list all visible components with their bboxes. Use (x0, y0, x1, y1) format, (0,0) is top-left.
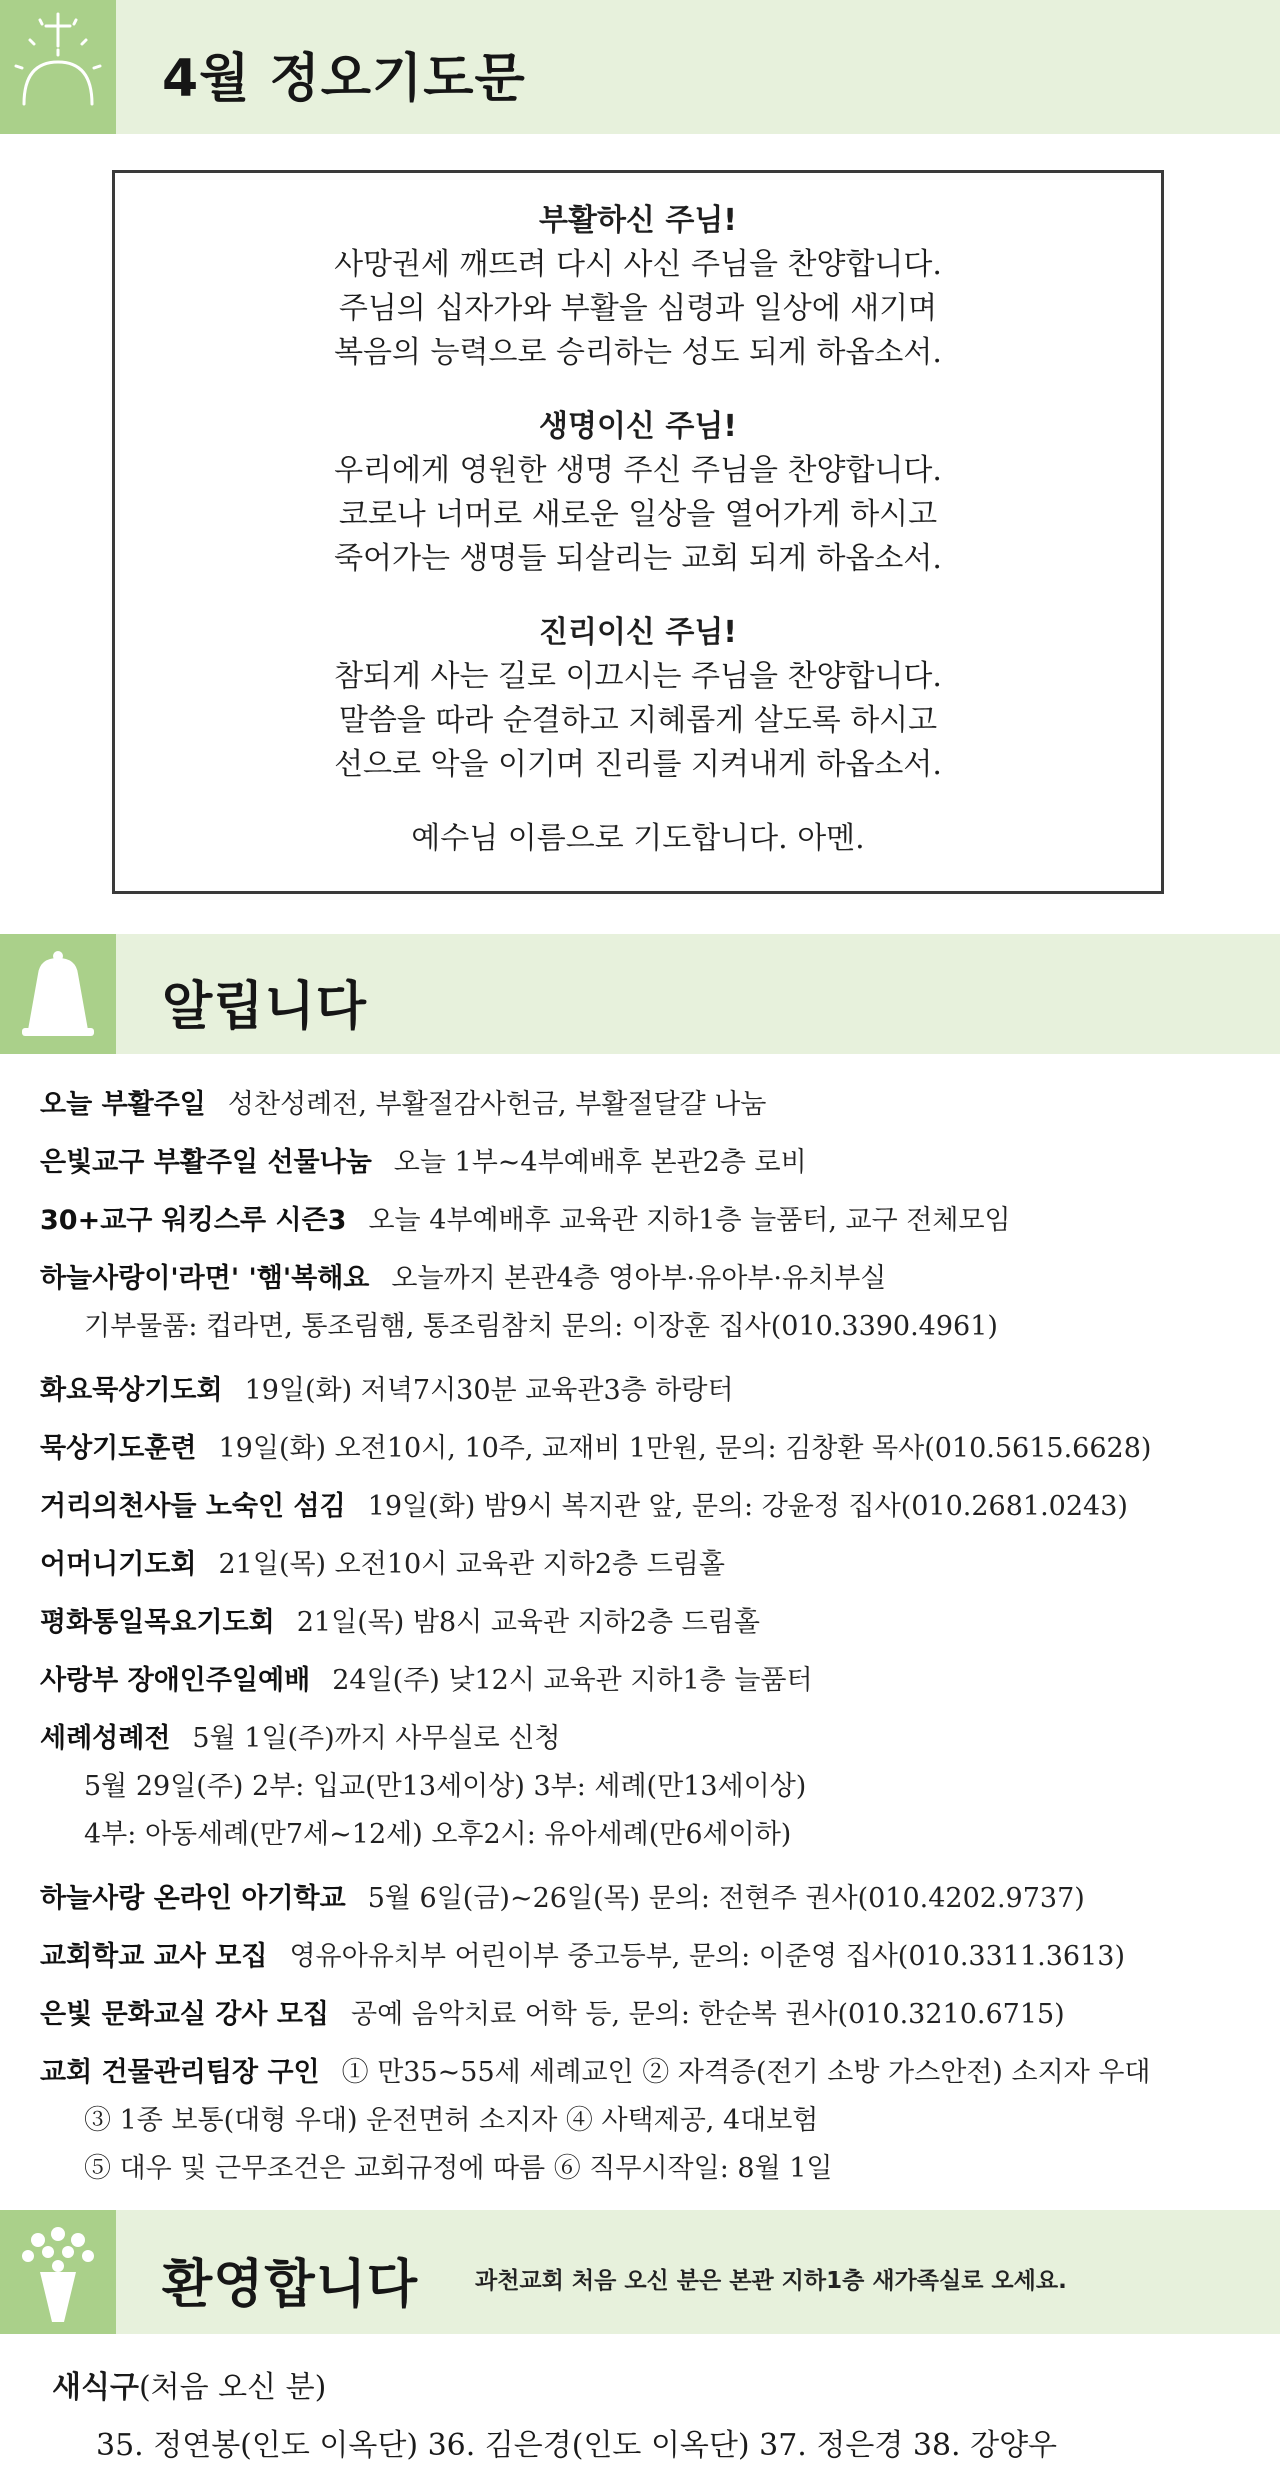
notice-text: 5월 6일(금)~26일(목) 문의: 전현주 권사(010.4202.9737) (367, 1883, 1085, 1914)
notice-detail: ③ 1종 보통(대형 우대) 운전면허 소지자 ④ 사택제공, 4대보험 (84, 2105, 819, 2136)
notice-text: 영유아유치부 어린이부 중고등부, 문의: 이준영 집사(010.3311.3613) (289, 1941, 1125, 1972)
notice-text: 오늘 4부예배후 교육관 지하1층 늘품터, 교구 전체모임 (368, 1205, 1011, 1236)
notice-label: 어머니기도회 (40, 1549, 197, 1580)
notice-detail: 기부물품: 컵라면, 통조림햄, 통조림참치 문의: 이장훈 집사(010.3390.4961) (84, 1311, 998, 1342)
notice-text: 24일(주) 낮12시 교육관 지하1층 늘품터 (332, 1665, 813, 1696)
prayer-line: 죽어가는 생명들 되살리는 교회 되게 하옵소서. (334, 541, 942, 576)
notice-item (40, 1658, 813, 1697)
notice-item (40, 1368, 734, 1407)
prayer-closing: 예수님 이름으로 기도합니다. 아멘. (411, 821, 865, 856)
notice-item (40, 1992, 1065, 2031)
notice-item (40, 2050, 1151, 2089)
prayer-header (0, 0, 1280, 134)
notice-item (40, 1082, 766, 1121)
welcome-subtitle: 과천교회 처음 오신 분은 본관 지하1층 새가족실로 오세요. (475, 2268, 1067, 2294)
prayer-line: 주님의 십자가와 부활을 심령과 일상에 새기며 (338, 291, 938, 326)
prayer-line: 참되게 사는 길로 이끄시는 주님을 찬양합니다. (334, 659, 942, 694)
notice-title: 알립니다 (162, 977, 367, 1037)
notice-item (40, 1716, 561, 1755)
notice-label: 묵상기도훈련 (40, 1433, 197, 1464)
bell-icon (0, 934, 116, 1054)
notice-item (40, 1256, 886, 1295)
notice-label: 교회 건물관리팀장 구인 (40, 2057, 320, 2088)
notice-label: 평화통일목요기도회 (40, 1607, 275, 1638)
newcomers-heading (52, 2362, 326, 2406)
cross-sunrise-icon (0, 0, 116, 134)
notice-label: 오늘 부활주일 (40, 1089, 206, 1120)
notice-text: 오늘까지 본관4층 영아부·유아부·유치부실 (391, 1263, 887, 1294)
notice-item (40, 1484, 1128, 1523)
notice-label: 은빛 문화교실 강사 모집 (40, 1999, 330, 2030)
notice-item (40, 1198, 1011, 1237)
prayer-line: 코로나 너머로 새로운 일상을 열어가게 하시고 (338, 497, 938, 532)
notice-item (40, 1600, 760, 1639)
prayer-box (112, 170, 1164, 894)
notice-header (0, 934, 1280, 1054)
prayer-line: 사망권세 깨뜨려 다시 사신 주님을 찬양합니다. (334, 247, 942, 282)
notice-text: 오늘 1부~4부예배후 본관2층 로비 (393, 1147, 807, 1178)
flower-bouquet-icon (0, 2210, 116, 2334)
prayer-heading: 생명이신 주님! (538, 409, 737, 444)
notice-label: 교회학교 교사 모집 (40, 1941, 268, 1972)
notice-item (40, 1934, 1125, 1973)
notice-label: 30+교구 워킹스루 시즌3 (40, 1205, 347, 1236)
notice-text: 21일(목) 밤8시 교육관 지하2층 드림홀 (296, 1607, 760, 1638)
notice-text: 성찬성례전, 부활절감사헌금, 부활절달걀 나눔 (227, 1089, 767, 1120)
notice-label: 사랑부 장애인주일예배 (40, 1665, 311, 1696)
prayer-line: 말씀을 따라 순결하고 지혜롭게 살도록 하시고 (338, 703, 938, 738)
notice-text: ① 만35~55세 세례교인 ② 자격증(전기 소방 가스안전) 소지자 우대 (341, 2057, 1151, 2088)
notice-label: 세례성례전 (40, 1723, 171, 1754)
notice-detail: 5월 29일(주) 2부: 입교(만13세이상) 3부: 세례(만13세이상) (84, 1771, 807, 1802)
prayer-heading: 부활하신 주님! (538, 203, 737, 238)
notice-label: 거리의천사들 노숙인 섬김 (40, 1491, 346, 1522)
notice-text: 5월 1일(주)까지 사무실로 신청 (192, 1723, 561, 1754)
notice-detail: 4부: 아동세례(만7세~12세) 오후2시: 유아세례(만6세이하) (84, 1819, 792, 1850)
prayer-line: 선으로 악을 이기며 진리를 지켜내게 하옵소서. (334, 747, 942, 782)
notice-item (40, 1140, 807, 1179)
notice-text: 21일(목) 오전10시 교육관 지하2층 드림홀 (218, 1549, 725, 1580)
notice-label: 하늘사랑 온라인 아기학교 (40, 1883, 346, 1914)
prayer-line: 복음의 능력으로 승리하는 성도 되게 하옵소서. (334, 335, 942, 370)
notice-text: 공예 음악치료 어학 등, 문의: 한순복 권사(010.3210.6715) (351, 1999, 1065, 2030)
notice-item (40, 1876, 1085, 1915)
newcomers-list: 35. 정연봉(인도 이옥단) 36. 김은경(인도 이옥단) 37. 정은경 38. 강양우 (96, 2428, 1058, 2463)
prayer-title: 4월 정오기도문 (162, 49, 526, 109)
newcomers-note: (처음 오신 분) (138, 2370, 327, 2405)
notice-text: 19일(화) 오전10시, 10주, 교재비 1만원, 문의: 김창환 목사(010.5615.6628) (218, 1433, 1152, 1464)
notice-item (40, 1426, 1151, 1465)
notice-label: 은빛교구 부활주일 선물나눔 (40, 1147, 372, 1178)
notice-text: 19일(화) 밤9시 복지관 앞, 문의: 강윤정 집사(010.2681.0243) (367, 1491, 1128, 1522)
notice-text: 19일(화) 저녁7시30분 교육관3층 하랑터 (244, 1375, 734, 1406)
prayer-line: 우리에게 영원한 생명 주신 주님을 찬양합니다. (334, 453, 942, 488)
notice-label: 화요묵상기도회 (40, 1375, 223, 1406)
welcome-header (0, 2210, 1280, 2334)
welcome-title: 환영합니다 (162, 2255, 419, 2315)
notice-detail: ⑤ 대우 및 근무조건은 교회규정에 따름 ⑥ 직무시작일: 8월 1일 (84, 2153, 833, 2184)
notice-item (40, 1542, 725, 1581)
newcomers-label: 새식구 (52, 2370, 139, 2405)
notice-label: 하늘사랑이'라면' '햄'복해요 (40, 1263, 370, 1294)
prayer-heading: 진리이신 주님! (538, 615, 737, 650)
